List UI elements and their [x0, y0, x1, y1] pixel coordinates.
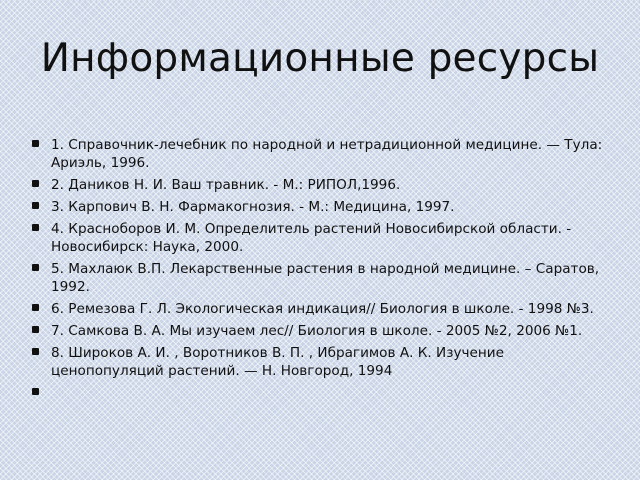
list-item-text: 3. Карпович В. Н. Фармакогнозия. - М.: Медицина, 1997. — [51, 199, 455, 215]
list-item-text: 8. Широков А. И. , Воротников В. П. , Ибрагимов А. К. Изучение ценопопуляций растений. — Н. Новгород, 1994 — [51, 345, 504, 379]
list-item-text: 2. Даников Н. И. Ваш травник. - М.: РИПОЛ,1996. — [51, 177, 401, 193]
list-item-text: 5. Махлаюк В.П. Лекарственные растения в народной медицине. – Саратов, 1992. — [51, 261, 600, 295]
list-item — [32, 300, 612, 318]
slide-title: Информационные ресурсы — [40, 36, 600, 81]
list-item-text: 4. Красноборов И. М. Определитель растений Новосибирской области. - Новосибирск: Наука, 2000. — [51, 221, 572, 255]
list-item — [32, 384, 612, 402]
list-item — [32, 136, 612, 172]
list-item — [32, 344, 612, 380]
list-item-text: 7. Самкова В. А. Мы изучаем лес// Биология в школе. - 2005 №2, 2006 №1. — [51, 323, 583, 339]
bullet-icon — [32, 140, 39, 147]
bullet-icon — [32, 224, 39, 231]
list-item — [32, 198, 612, 216]
bullet-icon — [32, 326, 39, 333]
list-item — [32, 322, 612, 340]
bullet-icon — [32, 304, 39, 311]
list-item — [32, 176, 612, 194]
bullet-icon — [32, 264, 39, 271]
list-item — [32, 220, 612, 256]
reference-list — [32, 136, 612, 406]
bullet-icon — [32, 202, 39, 209]
list-item-text: 1. Справочник-лечебник по народной и нетрадиционной медицине. — Тула: Ариэль, 1996. — [51, 137, 603, 171]
bullet-icon — [32, 348, 39, 355]
bullet-icon — [32, 388, 39, 395]
bullet-icon — [32, 180, 39, 187]
list-item — [32, 260, 612, 296]
list-item-text: 6. Ремезова Г. Л. Экологическая индикация// Биология в школе. - 1998 №3. — [51, 301, 594, 317]
